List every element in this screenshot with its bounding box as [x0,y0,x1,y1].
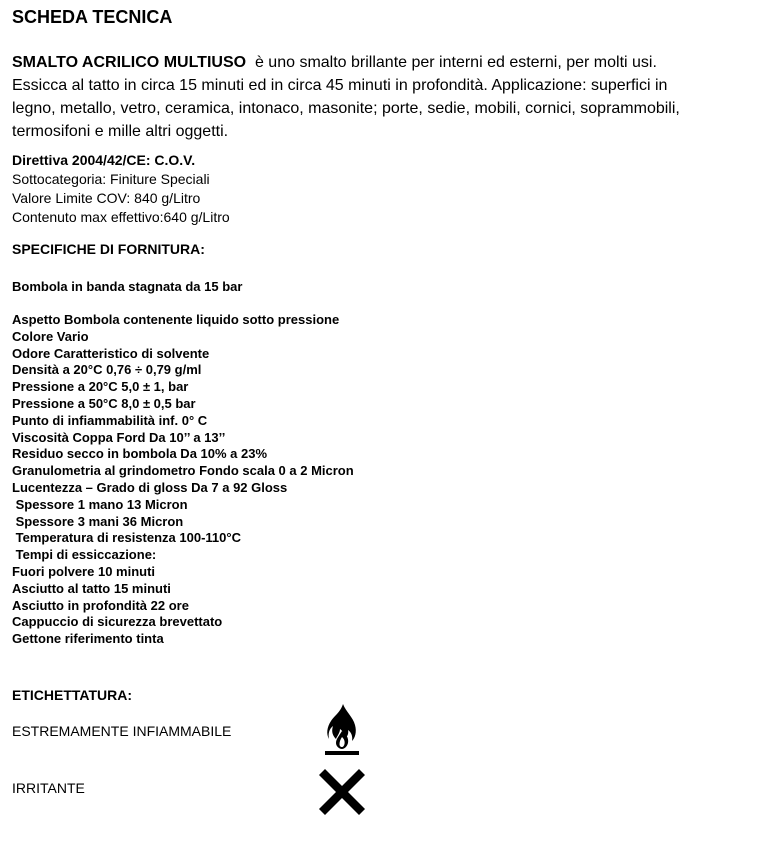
document-title: SCHEDA TECNICA [12,7,173,27]
hazard-label-irritant: IRRITANTE [12,780,85,796]
spec-line: Asciutto al tatto 15 minuti [12,580,171,596]
spec-line: Gettone riferimento tinta [12,631,164,647]
spec-line: Densità a 20°C 0,76 ÷ 0,79 g/ml [12,362,202,378]
product-description-text: è uno smalto brillante per interni ed esterni, per molti usi. Essicca al tatto in circa 15 minuti ed in circa 45 minuti in profondità. Applicazione: superfici in legno, metallo, vetro, ceramica, intonaco, masonite; porte, sedie, mobili, cornici, soprammobili, termosifoni e mille altri oggetti. [12,54,685,140]
spec-line: Aspetto Bombola contenente liquido sotto pressione [12,312,340,327]
spec-line: Viscosità Coppa Ford Da 10’’ a 13’’ [12,429,226,445]
container-description: Bombola in banda stagnata da 15 bar [12,279,243,294]
spec-line: Spessore 3 mani 36 Micron [12,513,184,529]
spec-line: Pressione a 20°C 5,0 ± 1, bar [12,379,189,395]
directive-line-subcategory: Sottocategoria: Finiture Speciali [12,171,210,187]
spec-line: Granulometria al grindometro Fondo scala 0 a 2 Micron [12,463,354,479]
hazard-label-flammable: ESTREMAMENTE INFIAMMABILE [12,723,232,739]
spec-line: Pressione a 50°C 8,0 ± 0,5 bar [12,395,196,411]
spec-line: Residuo secco in bombola Da 10% a 23% [12,446,268,462]
spec-line: Punto di infiammabilità inf. 0° C [12,412,208,428]
spec-line: Spessore 1 mano 13 Micron [12,496,188,512]
labeling-heading: ETICHETTATURA: [12,687,133,703]
spec-line: Asciutto in profondità 22 ore [12,597,189,613]
spec-line: Temperatura di resistenza 100-110°C [12,530,241,546]
spec-list [12,312,354,648]
spec-line: Lucentezza – Grado di gloss Da 7 a 92 Gloss [12,479,288,495]
spec-line: Odore Caratteristico di solvente [12,345,210,361]
spec-line: Fuori polvere 10 minuti [12,563,156,579]
spec-line: Cappuccio di sicurezza brevettato [12,614,223,630]
spec-line: Colore Vario [12,328,89,344]
directive-heading: Direttiva 2004/42/CE: C.O.V. [12,152,196,168]
flame-icon [322,703,362,755]
directive-section [12,151,230,227]
x-cross-icon [315,765,369,819]
product-name: SMALTO ACRILICO MULTIUSO [12,54,247,71]
directive-line-content: Contenuto max effettivo:640 g/Litro [12,209,230,225]
supply-heading: SPECIFICHE DI FORNITURA: [12,241,205,257]
spec-line: Tempi di essiccazione: [12,547,157,563]
product-description [12,51,712,143]
directive-line-limit: Valore Limite COV: 840 g/Litro [12,190,201,206]
